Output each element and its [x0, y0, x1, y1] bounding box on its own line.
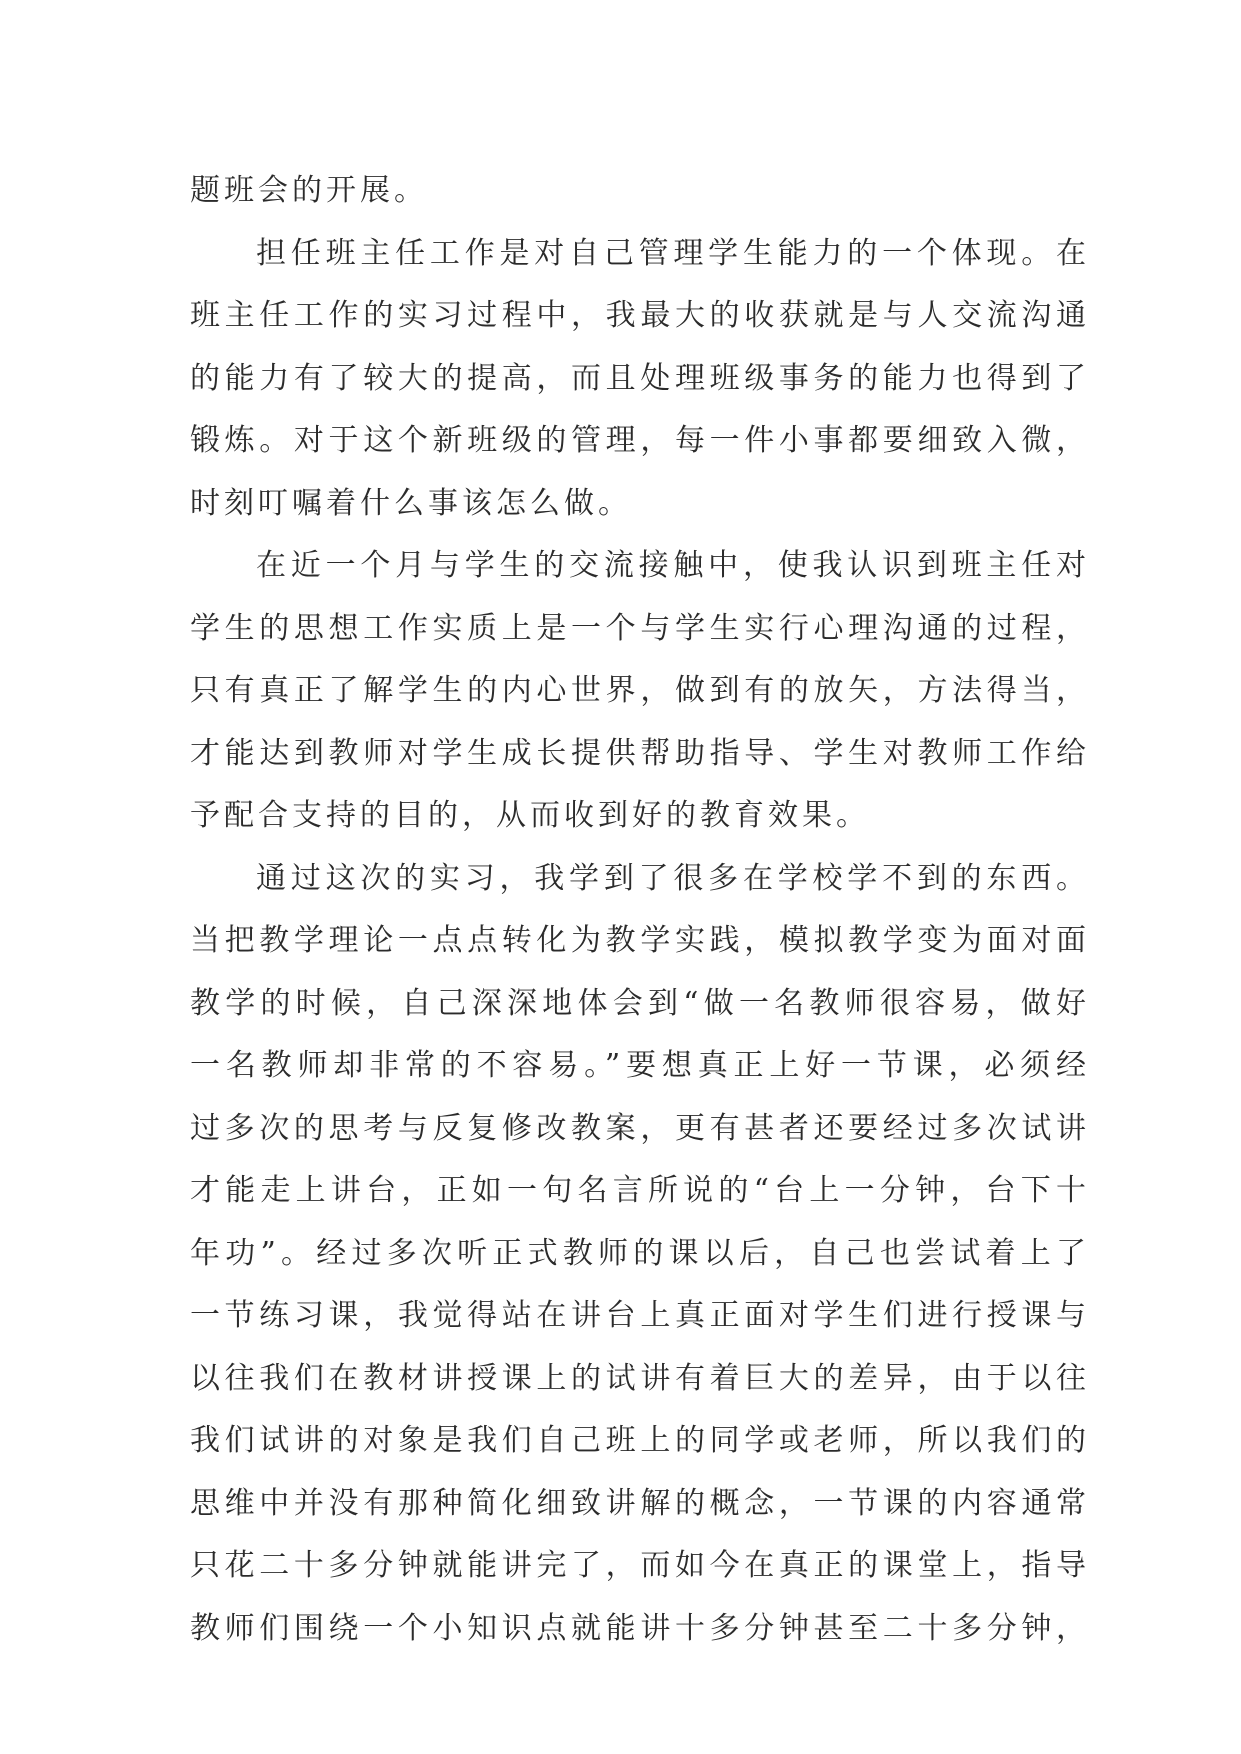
paragraph-line: 题班会的开展。 — [190, 173, 428, 208]
document-body — [190, 160, 1090, 1660]
paragraph-line: 的能力有了较大的提高，而且处理班级事务的能力也得到了 — [190, 360, 1090, 396]
paragraph-line: 只花二十多分钟就能讲完了，而如今在真正的课堂上，指导 — [190, 1548, 1090, 1583]
paragraph-line: 一名教师却非常的不容易。”要想真正上好一节课，必须经 — [190, 1048, 1090, 1083]
paragraph-line: 通过这次的实习，我学到了很多在学校学不到的东西。 — [256, 860, 1090, 896]
paragraph-line: 学生的思想工作实质上是一个与学生实行心理沟通的过程， — [190, 610, 1090, 646]
paragraph-1 — [190, 160, 1090, 223]
paragraph-line: 锻炼。对于这个新班级的管理，每一件小事都要细致入微， — [190, 423, 1090, 458]
paragraph-line: 当把教学理论一点点转化为教学实践，模拟教学变为面对面 — [190, 923, 1090, 958]
paragraph-line: 过多次的思考与反复修改教案，更有甚者还要经过多次试讲 — [190, 1110, 1090, 1146]
paragraph-line: 以往我们在教材讲授课上的试讲有着巨大的差异，由于以往 — [190, 1360, 1090, 1396]
paragraph-line: 教学的时候，自己深深地体会到“做一名教师很容易，做好 — [190, 985, 1090, 1021]
paragraph-line: 班主任工作的实习过程中，我最大的收获就是与人交流沟通 — [190, 298, 1090, 333]
paragraph-line: 在近一个月与学生的交流接触中，使我认识到班主任对 — [256, 548, 1090, 583]
paragraph-line: 思维中并没有那种简化细致讲解的概念，一节课的内容通常 — [190, 1485, 1090, 1521]
paragraph-3 — [190, 535, 1090, 848]
paragraph-2 — [190, 223, 1090, 536]
paragraph-line: 才能达到教师对学生成长提供帮助指导、学生对教师工作给 — [190, 735, 1090, 771]
paragraph-line: 一节练习课，我觉得站在讲台上真正面对学生们进行授课与 — [190, 1298, 1090, 1333]
paragraph-line: 我们试讲的对象是我们自己班上的同学或老师，所以我们的 — [190, 1423, 1090, 1458]
paragraph-line: 担任班主任工作是对自己管理学生能力的一个体现。在 — [256, 235, 1090, 271]
paragraph-4 — [190, 848, 1090, 1661]
paragraph-line: 才能走上讲台，正如一句名言所说的“台上一分钟，台下十 — [190, 1173, 1090, 1208]
paragraph-line: 予配合支持的目的，从而收到好的教育效果。 — [190, 798, 870, 833]
paragraph-line: 教师们围绕一个小知识点就能讲十多分钟甚至二十多分钟， — [190, 1610, 1090, 1646]
paragraph-line: 时刻叮嘱着什么事该怎么做。 — [190, 485, 632, 521]
paragraph-line: 只有真正了解学生的内心世界，做到有的放矢，方法得当， — [190, 673, 1090, 708]
paragraph-line: 年功”。经过多次听正式教师的课以后，自己也尝试着上了 — [190, 1235, 1090, 1271]
